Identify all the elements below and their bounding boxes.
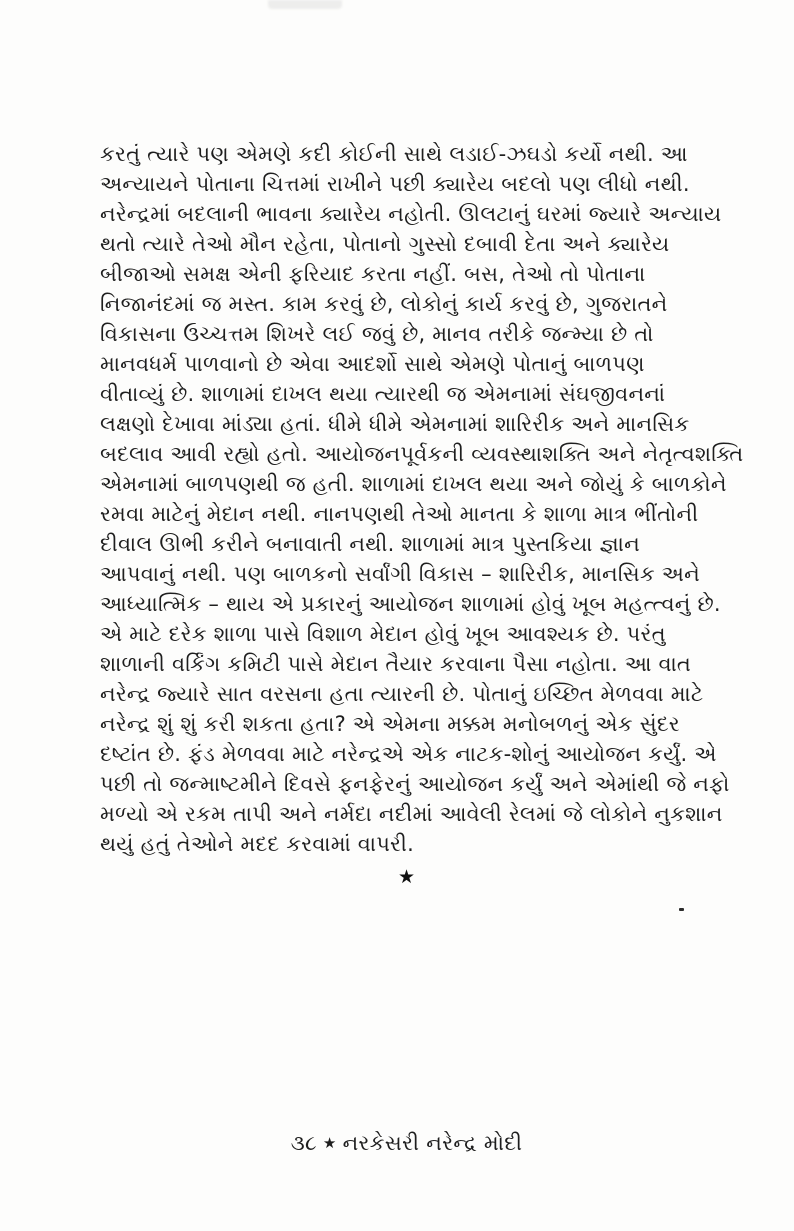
text-line-last: થયું હતું તેઓને મદદ કરવામાં વાપરી. bbox=[100, 832, 414, 856]
text-line: વીતાવ્યું છે. શાળામાં દાખલ થયા ત્યારથી જ એમનામાં સંઘજીવનનાં bbox=[100, 382, 666, 406]
text-line: દીવાલ ઊભી કરીને બનાવાતી નથી. શાળામાં માત્ર પુસ્તકિયા જ્ઞાન bbox=[100, 532, 640, 556]
text-line: માનવધર્મ પાળવાનો છે એવા આદર્શો સાથે એમણે પોતાનું બાળપણ bbox=[100, 352, 645, 376]
text-line: નરેન્દ્ર જ્યારે સાત વરસના હતા ત્યારની છે. પોતાનું ઇચ્છિત મેળવવા માટે bbox=[100, 682, 704, 706]
text-line: એમનામાં બાળપણથી જ હતી. શાળામાં દાખલ થયા અને જોયું કે બાળકોને bbox=[100, 472, 727, 496]
page-number: ૩૮ bbox=[290, 1131, 317, 1155]
text-line: લક્ષણો દેખાવા માંડ્યા હતાં. ધીમે ધીમે એમનામાં શારિરીક અને માનસિક bbox=[100, 412, 690, 436]
scan-artifact-ink-dot bbox=[679, 908, 684, 911]
text-line: આધ્યાત્મિક – થાય એ પ્રકારનું આયોજન શાળામાં હોવું ખૂબ મહત્ત્વનું છે. bbox=[100, 592, 721, 616]
text-line: નરેન્દ્ર શું શું કરી શકતા હતા? એ એમના મક્કમ મનોબળનું એક સુંદર bbox=[100, 712, 680, 736]
text-line: બદલાવ આવી રહ્યો હતો. આયોજનપૂર્વકની વ્યવસ્થાશક્તિ અને નેતૃત્વશક્તિ bbox=[100, 442, 744, 466]
text-line: બીજાઓ સમક્ષ એની ફરિયાદ કરતા નહીં. બસ, તેઓ તો પોતાના bbox=[100, 262, 646, 286]
book-title: નરકેસરી નરેન્દ્ર મોદી bbox=[342, 1131, 523, 1155]
text-line: નરેન્દ્રમાં બદલાની ભાવના ક્યારેય નહોતી. ઊલટાનું ઘરમાં જ્યારે અન્યાય bbox=[100, 202, 722, 226]
text-line: શાળાની વર્કિંગ કમિટી પાસે મેદાન તૈયાર કરવાના પૈસા નહોતા. આ વાત bbox=[100, 652, 692, 676]
text-line: મળ્યો એ રકમ તાપી અને નર્મદા નદીમાં આવેલી રેલમાં જે લોકોને નુકશાન bbox=[100, 802, 723, 826]
footer-star-icon: ★ bbox=[322, 1134, 337, 1152]
text-line: અન્યાયને પોતાના ચિત્તમાં રાખીને પછી ક્યારેય બદલો પણ લીધો નથી. bbox=[100, 172, 690, 196]
text-line: થતો ત્યારે તેઓ મૌન રહેતા, પોતાનો ગુસ્સો દબાવી દેતા અને ક્યારેય bbox=[100, 232, 670, 256]
text-line: પછી તો જન્માષ્ટમીને દિવસે ફનફેરનું આયોજન કર્યું અને એમાંથી જે નફો bbox=[100, 772, 730, 796]
section-separator-star-icon: ★ bbox=[397, 866, 416, 888]
body-text-block bbox=[100, 139, 744, 859]
text-line: વિકાસના ઉચ્ચત્તમ શિખરે લઈ જવું છે, માનવ તરીકે જન્મ્યા છે તો bbox=[100, 322, 654, 346]
text-line: નિજાનંદમાં જ મસ્ત. કામ કરવું છે, લોકોનું કાર્ય કરવું છે, ગુજરાતને bbox=[100, 292, 668, 316]
text-line: એ માટે દરેક શાળા પાસે વિશાળ મેદાન હોવું ખૂબ આવશ્યક છે. પરંતુ bbox=[100, 622, 666, 646]
text-line: દષ્ટાંત છે. ફંડ મેળવવા માટે નરેન્દ્રએ એક નાટક-શોનું આયોજન કર્યું. એ bbox=[100, 742, 717, 766]
page-footer bbox=[100, 1131, 713, 1156]
scan-artifact-smudge bbox=[268, 0, 342, 9]
text-line: રમવા માટેનું મેદાન નથી. નાનપણથી તેઓ માનતા કે શાળા માત્ર ભીંતોની bbox=[100, 502, 699, 526]
text-line: કરતું ત્યારે પણ એમણે કદી કોઈની સાથે લડાઈ-ઝઘડો કર્યો નથી. આ bbox=[100, 142, 688, 166]
text-line: આપવાનું નથી. પણ બાળકનો સર્વાંગી વિકાસ – શારિરીક, માનસિક અને bbox=[100, 562, 700, 586]
